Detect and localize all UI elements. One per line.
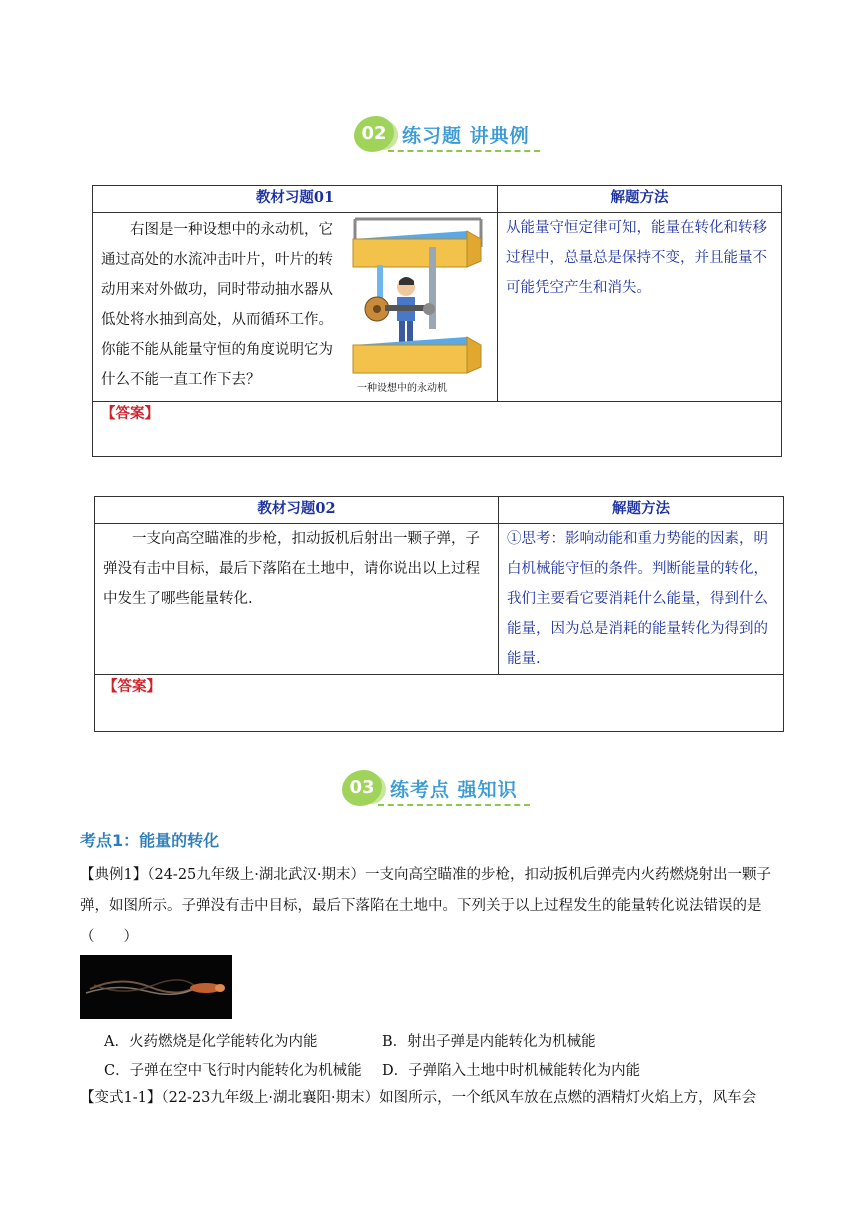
kaodian-title: 考点1：能量的转化	[80, 831, 220, 850]
method-header: 解题方法	[498, 186, 782, 213]
exercise-question: 右图是一种设想中的永动机，它通过高处的水流冲击叶片，叶片的转动用来对外做功，同时带动抽水器从低处将水抽到高处，从而循环工作。你能不能从能量守恒的角度说明它为什么不能一直工作下去？	[101, 222, 333, 388]
exercise-question-cell	[93, 213, 498, 402]
option-c: C．子弹在空中飞行时内能转化为机械能	[104, 1063, 362, 1079]
option-d: D．子弹陷入土地中时机械能转化为内能	[382, 1063, 641, 1079]
answer-cell	[93, 402, 782, 457]
method-text: 从能量守恒定律可知，能量在转化和转移过程中，总量总是保持不变，并且能量不可能凭空产生和消失。	[498, 213, 782, 402]
option-b: B．射出子弹是内能转化为机械能	[382, 1034, 596, 1050]
section-underline	[388, 150, 540, 152]
exercise-question-cell	[95, 524, 499, 675]
method-header: 解题方法	[499, 497, 784, 524]
variant-1-1-text: 【变式1-1】（22-23九年级上·湖北襄阳·期末）如图所示，一个纸风车放在点燃的酒精灯火焰上方，风车会	[80, 1090, 757, 1106]
exercise-question: 一支向高空瞄准的步枪，扣动扳机后射出一颗子弹，子弹没有击中目标，最后下落陷在土地中，请你说出以上过程中发生了哪些能量转化.	[103, 531, 480, 607]
section-header-02	[354, 116, 530, 152]
perpetual-motion-machine-icon	[349, 217, 489, 381]
example-1-text: 【典例1】（24-25九年级上·湖北武汉·期末）一支向高空瞄准的步枪，扣动扳机后弹壳内火药燃烧射出一颗子弹，如图所示。子弹没有击中目标，最后下落陷在土地中。下列关于以上过程发生的能量转化说法错误的是（ ）	[80, 867, 771, 945]
answer-cell	[95, 675, 784, 732]
section-underline	[378, 804, 530, 806]
bullet-photo	[80, 955, 232, 1019]
exercise-header: 教材习题01	[93, 186, 498, 213]
method-text: ①思考：影响动能和重力势能的因素，明白机械能守恒的条件。判断能量的转化，我们主要看它要消耗什么能量，得到什么能量，因为总是消耗的能量转化为得到的能量.	[499, 524, 784, 675]
illustration-caption: 一种设想中的永动机	[357, 383, 447, 394]
section-header-03	[342, 770, 518, 806]
section-badge: 02	[354, 116, 394, 152]
exercise-table-2	[94, 496, 784, 732]
answer-label: 【答案】	[103, 678, 161, 695]
bullet-icon	[80, 955, 232, 1019]
perpetual-motion-illustration	[349, 217, 489, 399]
option-a: A．火药燃烧是化学能转化为内能	[104, 1034, 318, 1050]
answer-label: 【答案】	[101, 405, 159, 422]
section-title: 练考点 强知识	[390, 778, 518, 801]
exercise-table-1	[92, 185, 782, 457]
exercise-header: 教材习题02	[95, 497, 499, 524]
section-title: 练习题 讲典例	[402, 124, 530, 147]
section-badge: 03	[342, 770, 382, 806]
